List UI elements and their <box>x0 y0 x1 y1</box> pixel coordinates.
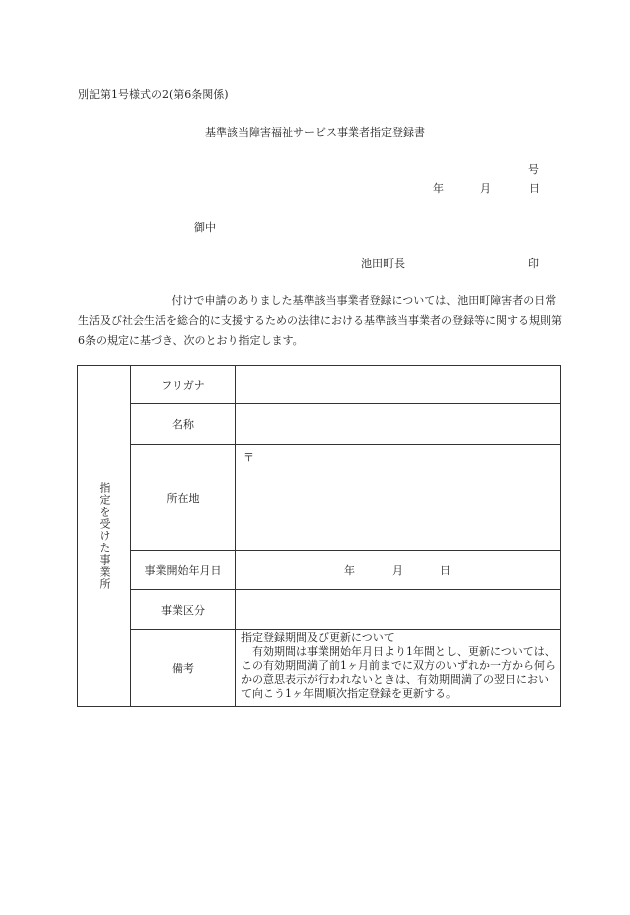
date-month-label: 月 <box>480 182 491 195</box>
remarks-body: 有効期間は事業開始年月日より1年間とし、更新については、この有効期間満了前1ヶ月前までに双方のいずれか一方から何らかの意思表示が行われないときは、有効期間満了の翌日において向こう1ヶ年間順次指定登録を更新する。 <box>241 645 556 700</box>
table-row-furigana <box>78 366 561 404</box>
value-address <box>236 445 561 551</box>
table-row-category <box>78 590 561 630</box>
side-label: 指定を受けた事業所 <box>78 366 131 707</box>
start-month-label: 月 <box>392 564 403 577</box>
postal-mark: 〒 <box>243 451 254 464</box>
label-furigana: フリガナ <box>131 366 236 404</box>
document-title: 基準該当障害福祉サービス事業者指定登録書 <box>205 126 425 139</box>
date-year-label: 年 <box>433 182 444 195</box>
label-category: 事業区分 <box>131 590 236 630</box>
label-address: 所在地 <box>131 445 236 551</box>
issuer-name: 池田町長 <box>361 257 405 270</box>
value-remarks <box>236 630 561 707</box>
label-name: 名称 <box>131 404 236 445</box>
label-start-date: 事業開始年月日 <box>131 551 236 590</box>
remarks-heading: 指定登録期間及び更新について <box>241 631 395 644</box>
form-reference: 別記第1号様式の2(第6条関係) <box>78 88 229 101</box>
table-row-name <box>78 404 561 445</box>
table-row-start-date <box>78 551 561 590</box>
body-paragraph: 付けで申請のありました基準該当事業者登録については、池田町障害者の日常生活及び社会生活を総合的に支援するための法律における基準該当事業者の登録等に関する規則第6条の規定に基づき、次のとおり指定します。 <box>78 294 562 347</box>
designation-table <box>77 365 561 707</box>
value-name <box>236 404 561 445</box>
value-furigana <box>236 366 561 404</box>
seal-mark: 印 <box>528 257 539 270</box>
recipient-line: 御中 <box>194 221 216 234</box>
date-day-label: 日 <box>529 182 540 195</box>
start-day-label: 日 <box>440 564 451 577</box>
table-row-remarks <box>78 630 561 707</box>
table-row-address <box>78 445 561 551</box>
value-start-date <box>236 551 561 590</box>
start-year-label: 年 <box>344 564 355 577</box>
document-number-mark: 号 <box>528 163 539 176</box>
value-category <box>236 590 561 630</box>
label-remarks: 備考 <box>131 630 236 707</box>
